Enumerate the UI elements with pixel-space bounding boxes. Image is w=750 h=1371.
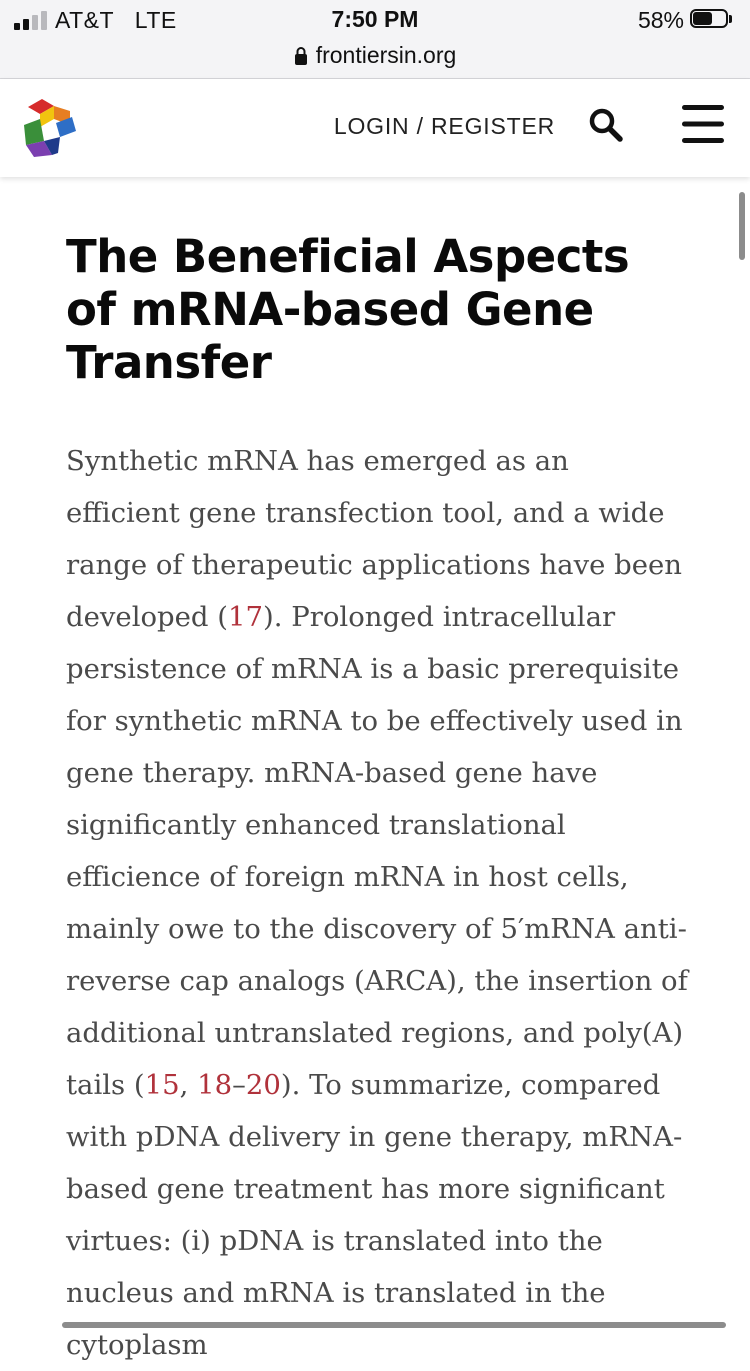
article-paragraph bbox=[66, 435, 688, 1371]
lock-icon bbox=[294, 46, 308, 66]
network-type: LTE bbox=[134, 7, 177, 33]
paragraph-text: , bbox=[179, 1069, 198, 1101]
horizontal-scrollbar[interactable] bbox=[62, 1322, 726, 1328]
paragraph-text: ). To summarize, compared with pDNA delivery in gene therapy, mRNA-based gene treatment has more significant virtues: (i) pDNA is translated into the nucleus and mRNA is translated in the cytoplasm bbox=[66, 1069, 683, 1361]
paragraph-text: ). Prolonged intracellular persistence of mRNA is a basic prerequisite for synthetic mRNA to be effectively used in gene therapy. mRNA-based gene have significantly enhanced translational efficience of foreign mRNA in host cells, mainly owe to the discovery of 5′mRNA anti-reverse cap analogs (ARCA), the insertion of additional untranslated regions, and poly(A) tails ( bbox=[66, 601, 688, 1101]
paragraph-text: Synthetic mRNA has emerged as an efficient gene transfection tool, and a wide range of therapeutic applications have been developed ( bbox=[66, 445, 682, 633]
article-section-title: The Beneficial Aspects of mRNA-based Gene Transfer bbox=[66, 230, 630, 389]
reference-link-18[interactable]: 18 bbox=[197, 1069, 233, 1101]
reference-link-17[interactable]: 17 bbox=[228, 601, 263, 633]
url-text: frontiersin.org bbox=[315, 41, 457, 68]
browser-chrome bbox=[0, 0, 750, 79]
status-time: 7:50 PM bbox=[331, 6, 419, 32]
login-register-link[interactable]: LOGIN / REGISTER bbox=[333, 113, 555, 139]
vertical-scrollbar[interactable] bbox=[739, 192, 745, 260]
battery-icon bbox=[690, 9, 734, 30]
address-bar[interactable] bbox=[0, 38, 750, 72]
paragraph-text: – bbox=[232, 1069, 246, 1101]
reference-link-15[interactable]: 15 bbox=[144, 1069, 180, 1101]
frontiers-logo[interactable] bbox=[22, 95, 78, 159]
battery-percent: 58% bbox=[637, 7, 684, 33]
search-icon[interactable] bbox=[588, 107, 624, 143]
reference-link-20[interactable]: 20 bbox=[245, 1069, 281, 1101]
carrier-name: AT&T bbox=[55, 7, 115, 33]
site-header bbox=[0, 79, 750, 177]
status-bar bbox=[0, 0, 750, 40]
article-content bbox=[66, 230, 688, 1371]
hamburger-menu-icon[interactable] bbox=[680, 103, 726, 145]
